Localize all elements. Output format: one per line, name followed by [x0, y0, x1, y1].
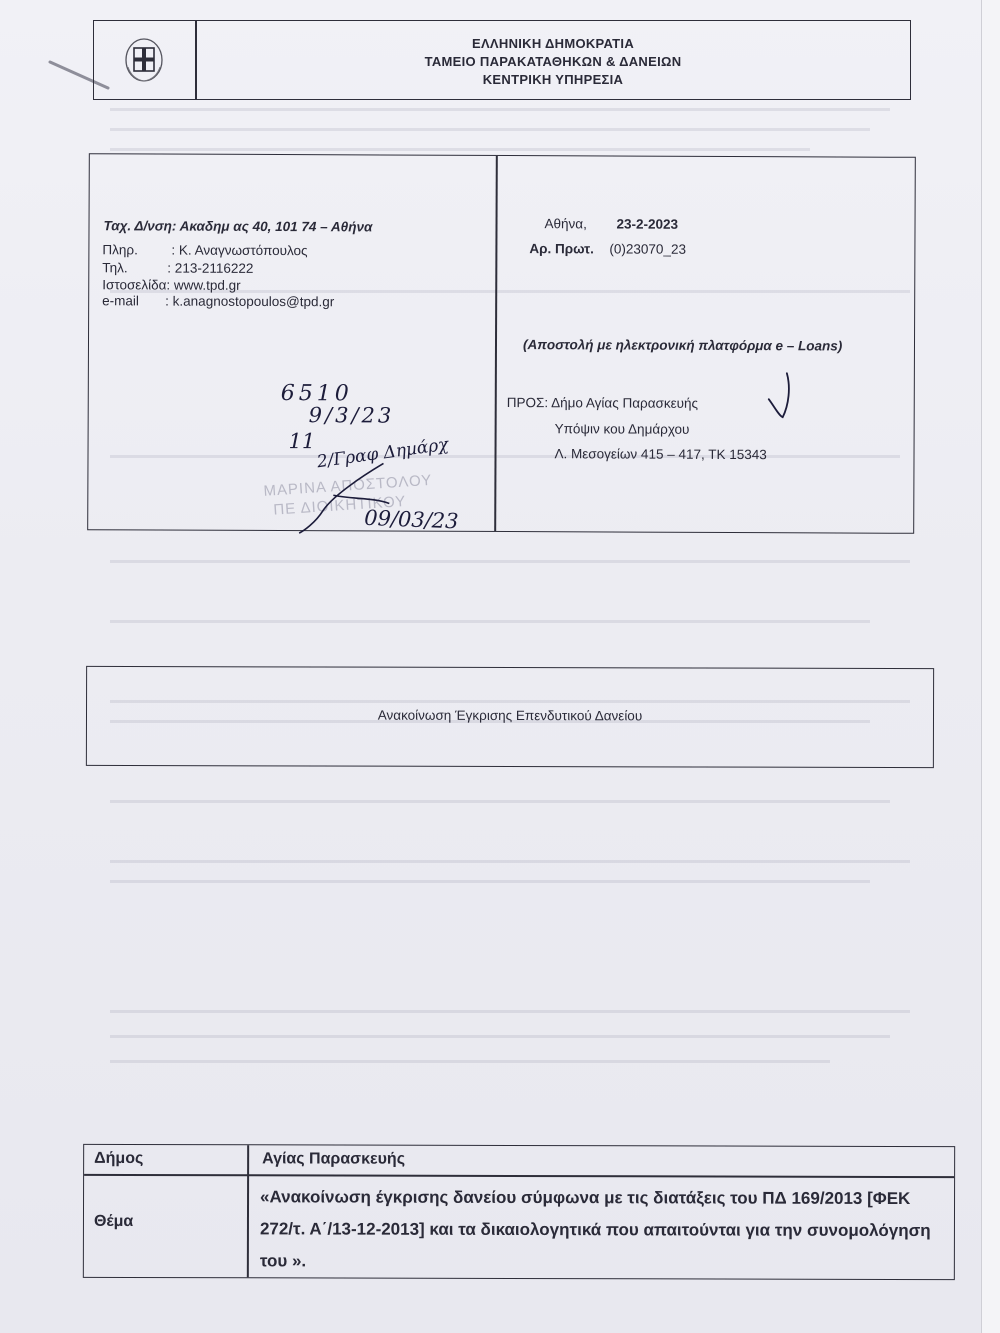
letterhead [93, 20, 911, 100]
municipality-value: Αγίας Παρασκευής [262, 1150, 406, 1168]
dispatch-note: (Αποστολή με ηλεκτρονική πλατφόρμα e – Loans) [522, 337, 843, 354]
recipient-address: Λ. Μεσογείων 415 – 417, ΤΚ 15343 [554, 446, 767, 463]
handwritten-date-2: 09/03/23 [363, 505, 459, 534]
subject-value: «Ανακοίνωση έγκρισης δανείου σύμφωνα με τις διατάξεις του ΠΔ 169/2013 [ΦΕΚ 272/τ. Α΄/13-12-2013] και τα δικαιολογητικά που απαιτούνται για την συνομολόγηση του ». [259, 1187, 931, 1271]
handwritten-office: 2/Γραφ Δηµάρχ [315, 434, 450, 473]
signature-scribble [293, 455, 403, 535]
subject-table [83, 1144, 955, 1280]
phone-label: Τηλ. [102, 260, 128, 276]
underlying-page-edge [981, 0, 1000, 1333]
document-date: 23-2-2023 [616, 216, 679, 232]
email-value: : k.anagnostopoulos@tpd.gr [165, 293, 335, 310]
stamp-title: ΠΕ ΔΙΟΙΚΗΤΙΚΟΥ [272, 492, 407, 519]
handwritten-number: 6510 [280, 381, 353, 407]
info-label: Πληρ. [102, 242, 138, 258]
recipient-label: ΠΡΟΣ: Δήμο Αγίας Παρασκευής [506, 395, 699, 411]
country-name: ΕΛΛΗΝΙΚΗ ΔΗΜΟΚΡΑΤΙΑ [471, 36, 635, 51]
greek-coat-of-arms-icon [124, 37, 164, 83]
stamp-name: ΜΑΡΙΝΑ ΑΠΟΣΤΟΛΟΥ [263, 471, 433, 500]
handwritten-date: 9/3/23 [308, 403, 395, 428]
recipient-attention: Υπόψιν κου Δημάρχου [554, 421, 690, 437]
department-name: ΚΕΝΤΡΙΚΗ ΥΠΗΡΕΣΙΑ [482, 72, 624, 87]
subject-label: Θέμα [93, 1212, 134, 1230]
website: Ιστοσελίδα: www.tpd.gr [102, 277, 241, 293]
sender-recipient-box [87, 153, 916, 534]
subject-title: Ανακοίνωση Έγκρισης Επενδυτικού Δανείου [377, 707, 643, 724]
place-label: Αθήνα, [544, 216, 587, 232]
municipality-label: Δήμος [94, 1149, 144, 1168]
handwritten-line: 11 [288, 429, 316, 454]
protocol-number: (0)23070_23 [609, 241, 687, 257]
subject-box [86, 666, 934, 768]
sender-address: Ταχ. Δ/νση: Ακαδημ ας 40, 101 74 – Αθήνα [103, 218, 373, 235]
checkmark-icon [765, 369, 799, 419]
info-value: : Κ. Αναγνωστόπουλος [171, 242, 308, 259]
email-label: e-mail [102, 293, 139, 309]
protocol-label: Αρ. Πρωτ. [529, 241, 594, 257]
phone-value: : 213-2116222 [167, 260, 254, 276]
organization-name: ΤΑΜΕΙΟ ΠΑΡΑΚΑΤΑΘΗΚΩΝ & ΔΑΝΕΙΩΝ [424, 54, 682, 69]
